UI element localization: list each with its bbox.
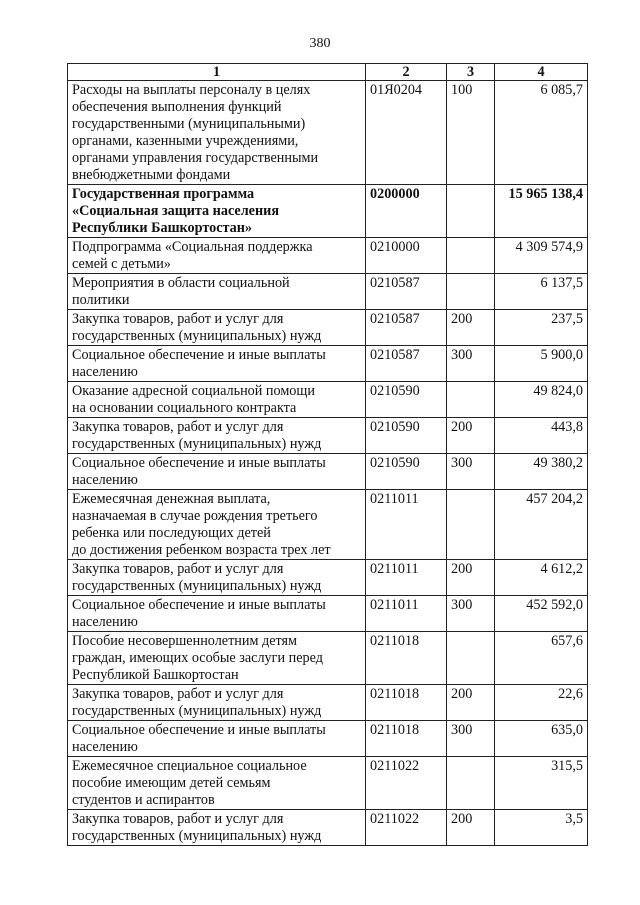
target-article-code-cell: 0200000 <box>366 185 447 238</box>
amount-cell: 6 085,7 <box>495 81 588 185</box>
target-article-code-cell: 0210590 <box>366 418 447 454</box>
table-row <box>68 346 588 382</box>
expense-name-line: пособие имеющим детей семьям <box>72 775 271 791</box>
expense-type-code-cell <box>447 185 495 238</box>
expense-name-line: Закупка товаров, работ и услуг для <box>72 811 284 827</box>
expense-name-line: Подпрограмма «Социальная поддержка <box>72 239 313 255</box>
amount-cell: 237,5 <box>495 310 588 346</box>
expense-name-line: Ежемесячное специальное социальное <box>72 758 307 774</box>
expense-name-line: населению <box>72 614 138 630</box>
expense-type-code-cell: 200 <box>447 810 495 846</box>
amount-cell: 49 824,0 <box>495 382 588 418</box>
expense-name-line: государственных (муниципальных) нужд <box>72 703 322 719</box>
table-row <box>68 757 588 810</box>
expense-name-line: Закупка товаров, работ и услуг для <box>72 686 284 702</box>
expense-name-line: ребенка или последующих детей <box>72 525 271 541</box>
expense-type-code-cell: 200 <box>447 418 495 454</box>
target-article-code-cell: 0211018 <box>366 685 447 721</box>
expense-name-line: государственных (муниципальных) нужд <box>72 328 322 344</box>
table-row <box>68 721 588 757</box>
expense-name-line: Оказание адресной социальной помощи <box>72 383 315 399</box>
amount-cell: 49 380,2 <box>495 454 588 490</box>
table-row <box>68 310 588 346</box>
table-row <box>68 560 588 596</box>
expense-name-cell <box>68 81 366 185</box>
expense-type-code-cell: 300 <box>447 721 495 757</box>
expense-type-code-cell: 200 <box>447 560 495 596</box>
column-header-1: 1 <box>68 64 366 81</box>
expense-name-cell <box>68 810 366 846</box>
expense-name-cell <box>68 382 366 418</box>
expense-type-code-cell <box>447 382 495 418</box>
expense-name-line: государственных (муниципальных) нужд <box>72 578 322 594</box>
target-article-code-cell: 0210590 <box>366 382 447 418</box>
page-number: 380 <box>309 36 331 51</box>
expense-name-line: органами управления государственными <box>72 150 319 166</box>
amount-cell: 5 900,0 <box>495 346 588 382</box>
column-header-4: 4 <box>495 64 588 81</box>
amount-cell: 457 204,2 <box>495 490 588 560</box>
target-article-code-cell: 0210590 <box>366 454 447 490</box>
table-header-row <box>68 64 588 81</box>
expense-name-cell <box>68 418 366 454</box>
table-row <box>68 274 588 310</box>
amount-cell: 22,6 <box>495 685 588 721</box>
target-article-code-cell: 0210587 <box>366 274 447 310</box>
table-row <box>68 810 588 846</box>
expense-name-cell <box>68 560 366 596</box>
expense-type-code-cell: 300 <box>447 454 495 490</box>
expense-type-code-cell <box>447 490 495 560</box>
amount-cell: 4 309 574,9 <box>495 238 588 274</box>
expense-type-code-cell: 300 <box>447 346 495 382</box>
target-article-code-cell: 0210587 <box>366 310 447 346</box>
expense-name-line: до достижения ребенком возраста трех лет <box>72 542 331 558</box>
expense-name-line: назначаемая в случае рождения третьего <box>72 508 318 524</box>
target-article-code-cell: 0210000 <box>366 238 447 274</box>
expense-type-code-cell: 200 <box>447 310 495 346</box>
target-article-code-cell: 0210587 <box>366 346 447 382</box>
column-header-3: 3 <box>447 64 495 81</box>
expense-name-cell <box>68 310 366 346</box>
expense-type-code-cell <box>447 274 495 310</box>
expense-name-cell <box>68 454 366 490</box>
expense-name-line: Ежемесячная денежная выплата, <box>72 491 271 507</box>
table-row <box>68 490 588 560</box>
expense-type-code-cell: 100 <box>447 81 495 185</box>
expense-name-line: Республикой Башкортостан <box>72 667 239 683</box>
expense-name-cell <box>68 274 366 310</box>
table-row <box>68 81 588 185</box>
amount-cell: 452 592,0 <box>495 596 588 632</box>
amount-cell: 15 965 138,4 <box>495 185 588 238</box>
amount-cell: 657,6 <box>495 632 588 685</box>
table-row <box>68 632 588 685</box>
budget-table <box>67 63 588 846</box>
table-row <box>68 185 588 238</box>
target-article-code-cell: 0211011 <box>366 596 447 632</box>
expense-name-line: Социальное обеспечение и иные выплаты <box>72 597 326 613</box>
expense-name-line: Закупка товаров, работ и услуг для <box>72 311 284 327</box>
expense-name-line: Закупка товаров, работ и услуг для <box>72 419 284 435</box>
expense-name-line: студентов и аспирантов <box>72 792 215 808</box>
expense-name-line: населению <box>72 472 138 488</box>
table-row <box>68 454 588 490</box>
expense-name-cell <box>68 238 366 274</box>
amount-cell: 6 137,5 <box>495 274 588 310</box>
target-article-code-cell: 0211018 <box>366 632 447 685</box>
target-article-code-cell: 01Я0204 <box>366 81 447 185</box>
expense-name-line: Социальное обеспечение и иные выплаты <box>72 347 326 363</box>
expense-name-line: Мероприятия в области социальной <box>72 275 290 291</box>
expense-name-line: Республики Башкортостан» <box>72 220 253 236</box>
expense-name-line: «Социальная защита населения <box>72 203 280 219</box>
target-article-code-cell: 0211022 <box>366 757 447 810</box>
expense-name-line: Закупка товаров, работ и услуг для <box>72 561 284 577</box>
table-row <box>68 596 588 632</box>
expense-type-code-cell <box>447 238 495 274</box>
column-header-2: 2 <box>366 64 447 81</box>
table-body <box>68 81 588 846</box>
table-row <box>68 418 588 454</box>
expense-name-line: политики <box>72 292 130 308</box>
expense-name-cell <box>68 490 366 560</box>
target-article-code-cell: 0211011 <box>366 560 447 596</box>
table-row <box>68 382 588 418</box>
expense-name-line: внебюджетными фондами <box>72 167 231 183</box>
table-row <box>68 238 588 274</box>
expense-name-cell <box>68 721 366 757</box>
expense-name-cell <box>68 596 366 632</box>
expense-name-line: граждан, имеющих особые заслуги перед <box>72 650 323 666</box>
expense-name-cell <box>68 185 366 238</box>
expense-name-line: Пособие несовершеннолетним детям <box>72 633 298 649</box>
amount-cell: 443,8 <box>495 418 588 454</box>
expense-type-code-cell: 200 <box>447 685 495 721</box>
expense-name-cell <box>68 346 366 382</box>
expense-name-cell <box>68 685 366 721</box>
expense-type-code-cell: 300 <box>447 596 495 632</box>
expense-name-line: населению <box>72 739 138 755</box>
expense-name-line: Расходы на выплаты персоналу в целях <box>72 82 311 98</box>
amount-cell: 315,5 <box>495 757 588 810</box>
expense-name-line: органами, казенными учреждениями, <box>72 133 299 149</box>
expense-name-line: государственных (муниципальных) нужд <box>72 436 322 452</box>
expense-name-cell <box>68 757 366 810</box>
expense-type-code-cell <box>447 632 495 685</box>
target-article-code-cell: 0211022 <box>366 810 447 846</box>
expense-name-line: населению <box>72 364 138 380</box>
amount-cell: 635,0 <box>495 721 588 757</box>
target-article-code-cell: 0211011 <box>366 490 447 560</box>
expense-name-line: государственными (муниципальными) <box>72 116 306 132</box>
target-article-code-cell: 0211018 <box>366 721 447 757</box>
expense-name-line: обеспечения выполнения функций <box>72 99 282 115</box>
expense-type-code-cell <box>447 757 495 810</box>
expense-name-cell <box>68 632 366 685</box>
expense-name-line: Социальное обеспечение и иные выплаты <box>72 455 326 471</box>
expense-name-line: Социальное обеспечение и иные выплаты <box>72 722 326 738</box>
expense-name-line: семей с детьми» <box>72 256 171 272</box>
amount-cell: 3,5 <box>495 810 588 846</box>
expense-name-line: на основании социального контракта <box>72 400 297 416</box>
expense-name-line: государственных (муниципальных) нужд <box>72 828 322 844</box>
amount-cell: 4 612,2 <box>495 560 588 596</box>
expense-name-line: Государственная программа <box>72 186 255 202</box>
table-row <box>68 685 588 721</box>
